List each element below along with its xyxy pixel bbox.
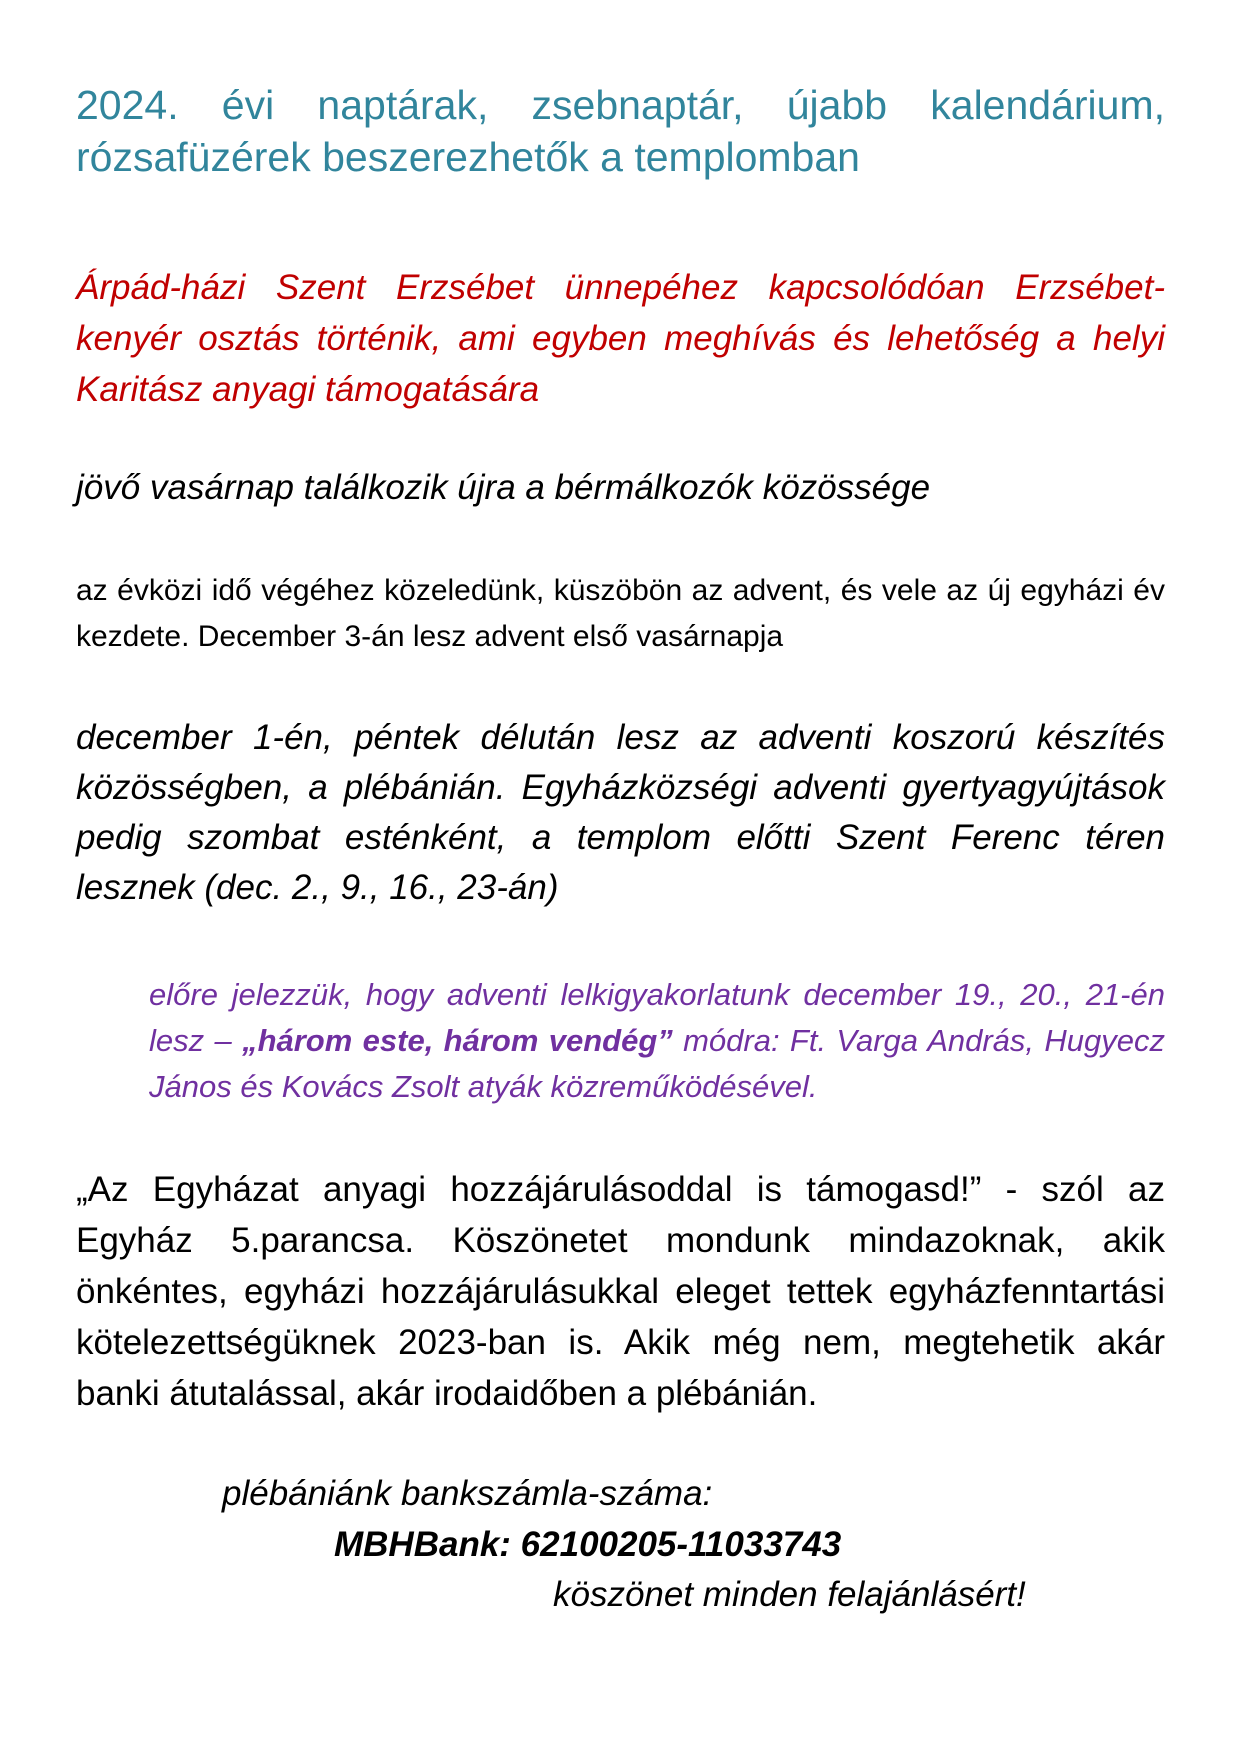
lelkigyakorlat-highlight: „három este, három vendég” <box>242 1023 673 1058</box>
thanks-note: köszönet minden felajánlásért! <box>553 1575 1026 1614</box>
page-title: 2024. évi naptárak, zsebnaptár, újabb kalendárium, rózsafüzérek beszerezhetők a templomban <box>76 82 1165 180</box>
bank-account-label: plébániánk bankszámla-száma: <box>222 1474 713 1513</box>
bermalkozok-notice: jövő vasárnap találkozik újra a bérmálkozók közössége <box>76 468 931 507</box>
bank-account-number: MBHBank: 62100205-11033743 <box>334 1525 842 1564</box>
egyhazfenntartas-notice: „Az Egyházat anyagi hozzájárulásoddal is támogasd!” - szól az Egyház 5.parancsa. Köszönetet mondunk mindazoknak, akik önkéntes, egyházi hozzájárulásukkal eleget tettek egyházfenntartási kötelezettségüknek 2023-ban is. Akik még nem, megtehetik akár banki átutalással, akár irodaidőben a plébánián. <box>76 1170 1165 1413</box>
bulletin-page <box>76 0 1165 1754</box>
lelkigyakorlat-text-after: módra: Ft. Varga András, Hugyecz János és Kovács Zsolt atyák közreműködésével. <box>149 1023 1165 1104</box>
lelkigyakorlat-text-before: előre jelezzük, hogy adventi lelkigyakorlatunk december 19., 20., 21-én lesz – <box>149 977 1165 1058</box>
advent-notice: az évközi idő végéhez közeledünk, küszöbön az advent, és vele az új egyházi év kezdete. December 3-án lesz advent első vasárnapja <box>76 574 1165 653</box>
koszoru-notice: december 1-én, péntek délután lesz az adventi koszorú készítés közösségben, a plébánián. Egyházközségi adventi gyertyagyújtások pedig szombat esténként, a templom előtti Szent Ferenc téren lesznek (dec. 2., 9., 16., 23-án) <box>76 718 1165 907</box>
erzsebet-notice: Árpád-házi Szent Erzsébet ünnepéhez kapcsolódóan Erzsébet-kenyér osztás történik, ami egyben meghívás és lehetőség a helyi Karitász anyagi támogatására <box>76 268 1165 409</box>
lelkigyakorlat-notice <box>149 972 1165 1110</box>
